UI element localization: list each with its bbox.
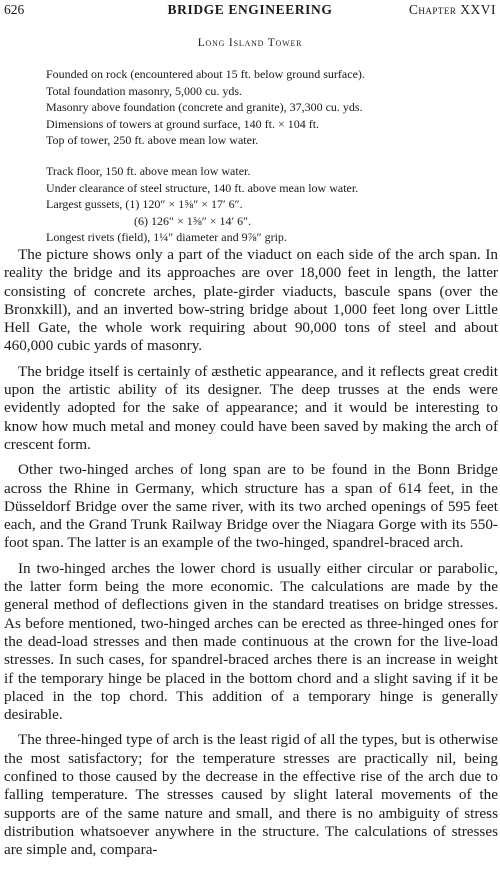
- specs-group-steel: [46, 163, 492, 246]
- spec-line: Dimensions of towers at ground surface, 140 ft. × 104 ft.: [46, 116, 320, 131]
- paragraph: The bridge itself is certainly of æsthetic appearance, and it reflects great credit upon the artistic ability of its designer. The deep trusses at the ends were evidently adopted for the sake of appearance; and it would be interesting to know how much metal and money could have been saved by making the arch of crescent form.: [4, 362, 498, 453]
- paragraph: The three-hinged type of arch is the least rigid of all the types, but is otherwise the most satisfactory; for the temperature stresses are practically nil, being confined to those caused by the decrease in the effective rise of the arch due to falling temperature. The stresses caused by slight lateral movements of the supports are of the same nature and small, and there is no ambiguity of stress distribution whatsoever anywhere in the structure. The calculations of stresses are simple and, compara-: [4, 731, 498, 859]
- section-title: Long Island Tower: [197, 37, 303, 49]
- page-number: 626: [4, 2, 25, 17]
- running-title: BRIDGE ENGINEERING: [167, 2, 333, 17]
- spec-line: Track floor, 150 ft. above mean low water.: [46, 164, 251, 178]
- paragraph: Other two-hinged arches of long span are to be found in the Bonn Bridge across the Rhine in Germany, which structure has a span of 614 feet, in the Düsseldorf Bridge over the same river, with its two arched openings of 595 feet each, and the Grand Trunk Railway Bridge over the Niagara Gorge with its 550-foot span. The latter is an example of the two-hinged, spandrel-braced arch.: [4, 461, 498, 552]
- spec-line: Largest gussets, (1) 120″ × 1⅝″ × 17′ 6″.: [46, 197, 243, 212]
- chapter-label: Chapter XXVI: [408, 2, 496, 17]
- page-header: [4, 2, 496, 22]
- spec-line: Founded on rock (encountered about 15 ft. below ground surface).: [46, 67, 365, 81]
- spec-line: Longest rivets (field), 1¼″ diameter and 9⅞″ grip.: [46, 230, 287, 245]
- spec-line: Masonry above foundation (concrete and granite), 37,300 cu. yds.: [46, 100, 363, 115]
- paragraph: In two-hinged arches the lower chord is usually either circular or parabolic, the latter form being the more economic. The calculations are made by the general method of deflections given in the standard treatises on bridge stresses. As before mentioned, two-hinged arches can be erected as three-hinged ones for the dead-load stresses and then made continuous at the crown for the live-load stresses. In such cases, for spandrel-braced arches there is an increase in weight if the temporary hinge be placed in the bottom chord and a slight saving if it be placed in the top chord. This addition of a temporary hinge is generally desirable.: [4, 559, 498, 724]
- body-text: [4, 246, 498, 867]
- specs-group-foundation: [46, 66, 492, 149]
- spec-line: Under clearance of steel structure, 140 ft. above mean low water.: [46, 180, 359, 195]
- spec-line: (6) 126″ × 1⅝″ × 14′ 6″.: [134, 213, 252, 228]
- spec-line: Total foundation masonry, 5,000 cu. yds.: [46, 83, 243, 98]
- paragraph: The picture shows only a part of the viaduct on each side of the arch span. In reality the bridge and its approaches are over 18,000 feet in length, the latter consisting of concrete arches, plate-girder viaducts, bascule spans (over the Bronxkill), and an inverted bow-string bridge about 1,000 feet long over Little Hell Gate, the whole work requiring about 90,000 tons of steel and about 460,000 cubic yards of masonry.: [4, 246, 498, 355]
- spec-line: Top of tower, 250 ft. above mean low water.: [46, 133, 259, 148]
